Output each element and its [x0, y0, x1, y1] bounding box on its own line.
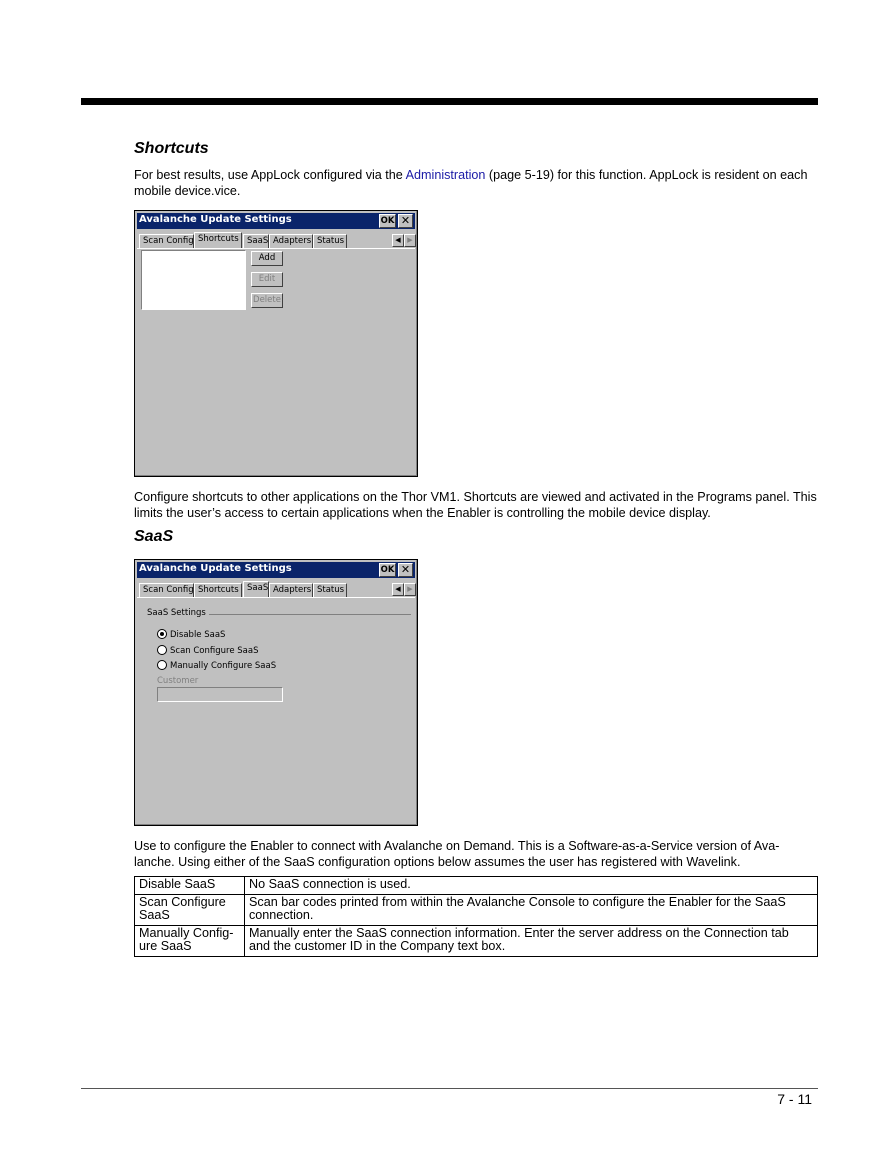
dialog-title: Avalanche Update Settings — [139, 214, 292, 225]
top-rule — [81, 98, 818, 105]
shortcuts-dialog — [134, 210, 418, 477]
tab-adapters[interactable]: Adapters — [269, 583, 313, 597]
tab-saas[interactable]: SaaS — [243, 234, 269, 248]
tab-adapters[interactable]: Adapters — [269, 234, 313, 248]
tab-shortcuts[interactable]: Shortcuts — [194, 583, 242, 597]
close-icon[interactable]: ✕ — [398, 563, 413, 577]
tab-scroll-left-icon[interactable]: ◀ — [392, 583, 404, 596]
intro-text-tail: (page 5-19) for this function. AppLock is resident on each mobile device.vice. — [134, 168, 808, 198]
tab-panel-edge — [137, 597, 415, 598]
saas-dialog — [134, 559, 418, 826]
shortcuts-intro — [134, 167, 818, 199]
saas-description: Use to configure the Enabler to connect with Avalanche on Demand. This is a Software-as-a-Service version of Ava-lanche. Using either of the SaaS configuration options below assumes the user has registered with Wavelink. — [134, 839, 780, 869]
page-number: 7 - 11 — [777, 1091, 812, 1107]
radio-unchecked-icon — [157, 645, 167, 655]
saas-settings-label: SaaS Settings — [147, 608, 209, 618]
tab-status[interactable]: Status — [313, 583, 347, 597]
description-cell: Manually enter the SaaS connection information. Enter the server address on the Connection tab and the customer ID in the Company text box. — [245, 926, 818, 957]
radio-scan-configure-saas[interactable] — [157, 645, 258, 657]
option-cell: Disable SaaS — [135, 877, 245, 895]
shortcuts-heading: Shortcuts — [134, 140, 209, 157]
dialog-title: Avalanche Update Settings — [139, 563, 292, 574]
delete-button[interactable]: Delete — [251, 293, 283, 308]
radio-label: Scan Configure SaaS — [170, 646, 259, 656]
description-cell: No SaaS connection is used. — [245, 877, 818, 895]
close-icon[interactable]: ✕ — [398, 214, 413, 228]
saas-heading: SaaS — [134, 528, 174, 545]
shortcuts-listbox[interactable] — [141, 250, 246, 310]
table-row — [135, 926, 818, 957]
customer-label: Customer — [157, 676, 199, 686]
radio-disable-saas[interactable] — [157, 629, 225, 641]
tab-scan-config[interactable]: Scan Config — [139, 583, 194, 597]
tab-strip — [137, 581, 415, 597]
description-cell: Scan bar codes printed from within the Avalanche Console to configure the Enabler for the SaaS connection. — [245, 895, 818, 926]
ok-button[interactable]: OK — [380, 565, 395, 575]
ok-button[interactable]: OK — [380, 216, 395, 226]
option-cell: Manually Config-ure SaaS — [135, 926, 245, 957]
tab-scroll-left-icon[interactable]: ◀ — [392, 234, 404, 247]
dialog-titlebar — [137, 562, 415, 578]
tab-strip — [137, 232, 415, 248]
edit-button[interactable]: Edit — [251, 272, 283, 287]
tab-status[interactable]: Status — [313, 234, 347, 248]
shortcuts-description: Configure shortcuts to other applications on the Thor VM1. Shortcuts are viewed and activated in the Programs panel. This limits the user’s access to certain applications when the Enabler is controlling the mobile device display. — [134, 490, 817, 520]
option-cell: Scan Configure SaaS — [135, 895, 245, 926]
tab-saas[interactable]: SaaS — [243, 581, 269, 597]
radio-manually-configure-saas[interactable] — [157, 660, 276, 672]
radio-label: Manually Configure SaaS — [170, 661, 277, 671]
tab-shortcuts[interactable]: Shortcuts — [194, 232, 242, 248]
table-row — [135, 895, 818, 926]
customer-input[interactable] — [157, 687, 283, 702]
tab-scan-config[interactable]: Scan Config — [139, 234, 194, 248]
dialog-titlebar — [137, 213, 415, 229]
tab-scroll-right-icon[interactable]: ▶ — [404, 234, 416, 247]
bottom-rule — [81, 1088, 818, 1089]
table-row — [135, 877, 818, 895]
radio-label: Disable SaaS — [170, 630, 226, 640]
radio-unchecked-icon — [157, 660, 167, 670]
tab-scroll-right-icon[interactable]: ▶ — [404, 583, 416, 596]
administration-link[interactable]: Administration — [405, 168, 486, 182]
tab-panel-edge — [137, 248, 415, 249]
add-button[interactable]: Add — [251, 251, 283, 266]
intro-text: For best results, use AppLock configured via the — [134, 168, 406, 182]
saas-options-table — [134, 876, 818, 957]
radio-checked-icon — [157, 629, 167, 639]
